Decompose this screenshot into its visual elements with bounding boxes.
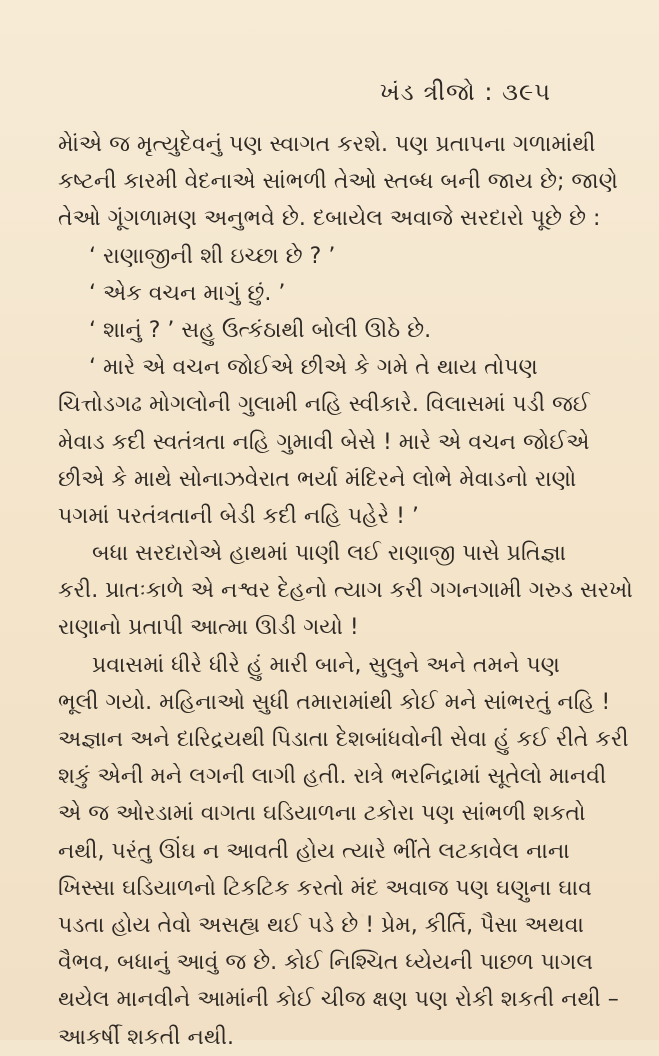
text-line: રાણાનો પ્રતાપી આત્મા ઊડી ગયો !: [58, 615, 359, 641]
quoted-line: ‘ રાણાજીની શી ઇચ્છા છે ? ’: [89, 243, 336, 269]
text-line: મેવાડ કદી સ્વતંત્રતા નહિ ગુમાવી બેસે ! મારે એ વચન જોઈએ: [58, 429, 590, 455]
text-line: ચિત્તોડગઢ મોગલોની ગુલામી નહિ સ્વીકારે. વિલાસમાં પડી જઈ: [58, 392, 590, 418]
paragraph-start-line: પ્રવાસમાં ધીરે ધીરે હું મારી બાને, સુલુને અને તમને પણ: [92, 652, 560, 678]
text-line: કષ્ટની કારમી વેદનાએ સાંભળી તેઓ સ્તબ્ધ બની જાય છે; જાણે: [58, 169, 618, 195]
text-line: ભૂલી ગયો. મહિનાઓ સુધી તમારામાંથી કોઈ મને સાંભરતું નહિ !: [58, 689, 611, 715]
text-line: થયેલ માનવીને આમાંની કોઈ ચીજ ક્ષણ પણ રોકી શકતી નથી –: [58, 987, 619, 1013]
text-line: પડતા હોય તેવો અસહ્ય થઈ પડે છે ! પ્રેમ, કીર્તિ, પૈસા અથવા: [58, 912, 584, 938]
text-line: એ જ ઓરડામાં વાગતા ઘડિયાળના ટકોરા પણ સાંભળી શકતો: [58, 801, 586, 827]
page-header: ખંડ ત્રીજો : ૩૯૫: [379, 78, 551, 106]
text-line: તેઓ ગૂંગળામણ અનુભવે છે. દબાયેલ અવાજે સરદારો પૂછે છે :: [58, 206, 601, 232]
text-line: વૈભવ, બધાનું આવું જ છે. કોઈ નિશ્ચિત ધ્યેયની પાછળ પાગલ: [58, 950, 593, 976]
page-text: [58, 126, 633, 1056]
text-line: કરી. પ્રાતઃકાળે એ નશ્વર દેહનો ત્યાગ કરી ગગનગામી ગરુડ સરખો: [58, 578, 633, 604]
text-line: પગમાં પરતંત્રતાની બેડી કદી નહિ પહેરે ! ’: [58, 503, 419, 529]
quoted-line: ‘ એક વચન માગું છું. ’: [89, 280, 286, 306]
quoted-line: ‘ શાનું ? ’ સહુ ઉત્કંઠાથી બોલી ઊઠે છે.: [89, 317, 432, 343]
quoted-line: ‘ મારે એ વચન જોઈએ છીએ કે ગમે તે થાય તોપણ: [89, 355, 538, 381]
text-line: નથી, પરંતુ ઊંઘ ન આવતી હોય ત્યારે ભીંતે લટકાવેલ નાના: [58, 838, 570, 864]
paragraph-start-line: બધા સરદારોએ હાથમાં પાણી લઈ રાણાજી પાસે પ્રતિજ્ઞા: [92, 541, 567, 567]
text-line: શકું એની મને લગની લાગી હતી. રાત્રે ભરનિદ્રામાં સૂતેલો માનવી: [58, 764, 607, 790]
text-line: છીએ કે માથે સોનાઝવેરાત ભર્યા મંદિરને લોભે મેવાડનો રાણો: [58, 466, 577, 492]
text-line: આકર્ષી શકતી નથી.: [58, 1024, 235, 1050]
text-line: અજ્ઞાન અને દારિદ્રયથી પિડાતા દેશબાંધવોની સેવા હું કઈ રીતે કરી: [58, 727, 629, 752]
text-line: ખિસ્સા ઘડિયાળનો ટિકટિક કરતો મંદ અવાજ પણ ઘણુના ઘાવ: [58, 875, 592, 901]
text-line: મેાંએ જ મૃત્યુદેવનું પણ સ્વાગત કરશે. પણ પ્રતાપના ગળામાંથી: [58, 132, 596, 157]
